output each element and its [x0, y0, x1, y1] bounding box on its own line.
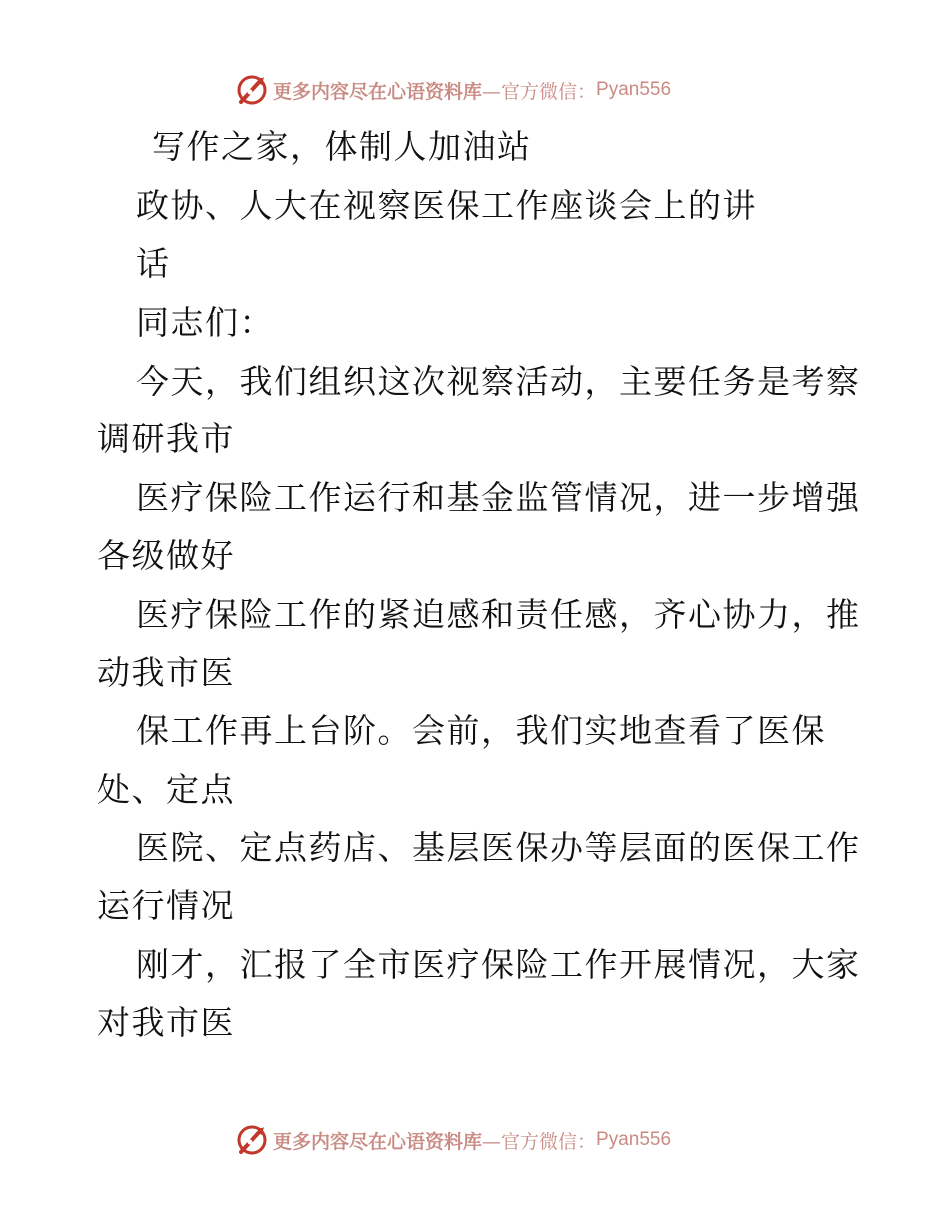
footer-watermark	[235, 1122, 671, 1158]
paragraph-line: 各级做好	[97, 536, 235, 575]
site-tagline: 写作之家，体制人加油站	[152, 127, 532, 166]
watermark-wechat-label: —官方微信：	[482, 80, 597, 103]
document-title: 政协、人大在视察医保工作座谈会上的讲	[136, 186, 757, 225]
paragraph-line: 医疗保险工作运行和基金监管情况，进一步增强	[136, 478, 861, 517]
paragraph-line: 调研我市	[97, 419, 235, 458]
header-watermark	[235, 72, 671, 108]
watermark-text: 更多内容尽在心语资料库	[273, 80, 483, 103]
watermark-text: 更多内容尽在心语资料库	[273, 1130, 483, 1153]
paragraph-line: 对我市医	[97, 1003, 235, 1042]
paragraph-line: 动我市医	[97, 653, 235, 692]
paragraph-line: 处、定点	[97, 770, 235, 809]
paragraph-line: 医疗保险工作的紧迫感和责任感，齐心协力，推	[136, 595, 861, 634]
pen-logo-icon	[235, 1123, 269, 1157]
document-title-continued: 话	[136, 244, 171, 283]
paragraph-line: 保工作再上台阶。会前，我们实地查看了医保	[136, 711, 826, 750]
paragraph-line: 刚才，汇报了全市医疗保险工作开展情况，大家	[136, 945, 861, 984]
salutation: 同志们：	[136, 303, 274, 342]
paragraph-line: 医院、定点药店、基层医保办等层面的医保工作	[136, 828, 861, 867]
watermark-wechat-label: —官方微信：	[482, 1130, 597, 1153]
watermark-wechat-id: Pyan556	[596, 79, 672, 100]
paragraph-line: 今天，我们组织这次视察活动，主要任务是考察	[136, 362, 861, 401]
watermark-wechat-id: Pyan556	[596, 1129, 672, 1150]
paragraph-line: 运行情况	[97, 886, 235, 925]
pen-logo-icon	[235, 73, 269, 107]
